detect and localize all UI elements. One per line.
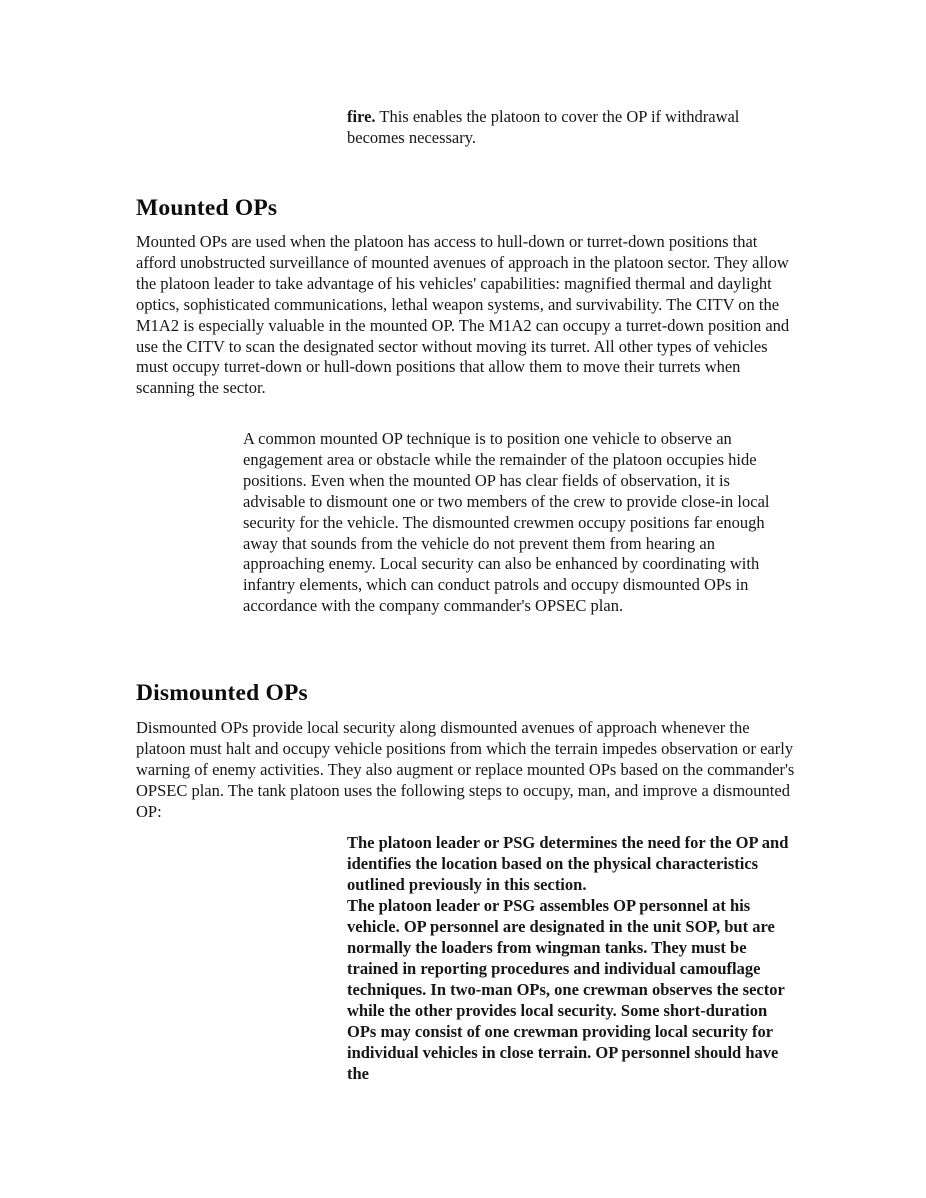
intro-note	[347, 107, 794, 149]
heading-dismounted-ops: Dismounted OPs	[136, 679, 308, 706]
mounted-ops-paragraph: Mounted OPs are used when the platoon has access to hull-down or turret-down positions that afford unobstructed surveillance of mounted avenues of approach in the platoon sector. They allow the platoon leader to take advantage of his vehicles' capabilities: magnified thermal and daylight optics, sophisticated communications, lethal weapon systems, and survivability. The CITV on the M1A2 is especially valuable in the mounted OP. The M1A2 can occupy a turret-down position and use the CITV to scan the designated sector without moving its turret. All other types of vehicles must occupy turret-down or hull-down positions that allow them to move their turrets when scanning the sector.	[136, 232, 790, 398]
dismounted-op-step: The platoon leader or PSG determines the need for the OP and identifies the location based on the physical characteristics outlined previously in this section.	[347, 833, 789, 894]
intro-note-bold-lead: fire.	[347, 107, 376, 126]
intro-note-text: This enables the platoon to cover the OP if withdrawal becomes necessary.	[347, 107, 740, 147]
mounted-op-technique-note: A common mounted OP technique is to position one vehicle to observe an engagement area or obstacle while the remainder of the platoon occupies hide positions. Even when the mounted OP has clear fields of observation, it is advisable to dismount one or two members of the crew to provide close-in local security for the vehicle. The dismounted crewmen occupy positions far enough away that sounds from the vehicle do not prevent them from hearing an approaching enemy. Local security can also be enhanced by coordinating with infantry elements, which can conduct patrols and occupy dismounted OPs in accordance with the company commander's OPSEC plan.	[243, 429, 770, 616]
dismounted-ops-paragraph: Dismounted OPs provide local security along dismounted avenues of approach whenever the platoon must halt and occupy vehicle positions from which the terrain impedes observation or early warning of enemy activities. They also augment or replace mounted OPs based on the commander's OPSEC plan. The tank platoon uses the following steps to occupy, man, and improve a dismounted OP:	[136, 718, 795, 821]
dismounted-op-step: The platoon leader or PSG assembles OP personnel at his vehicle. OP personnel are designated in the unit SOP, but are normally the loaders from wingman tanks. They must be trained in reporting procedures and individual camouflage techniques. In two-man OPs, one crewman observes the sector while the other provides local security. Some short-duration OPs may consist of one crewman providing local security for individual vehicles in close terrain. OP personnel should have the	[347, 896, 785, 1083]
dismounted-op-steps	[347, 832, 795, 1084]
heading-mounted-ops: Mounted OPs	[136, 194, 278, 221]
